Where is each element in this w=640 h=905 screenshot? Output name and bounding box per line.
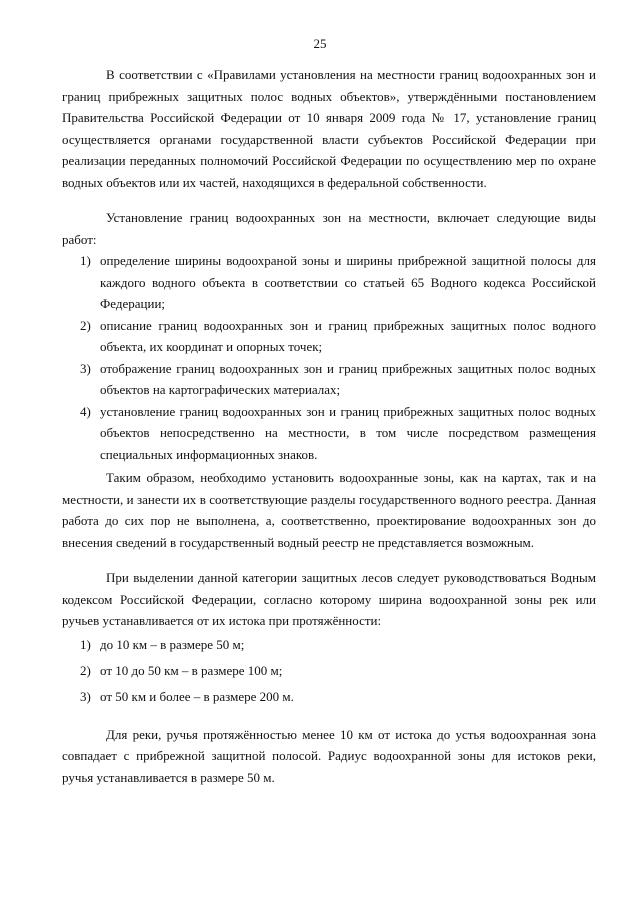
- list-item-number: 2): [80, 662, 91, 678]
- list-item: [62, 358, 596, 401]
- list-item: [62, 632, 596, 658]
- list-item-text: отображение границ водоохранных зон и границ прибрежных защитных полос водных объектов на картографических материалах;: [100, 360, 596, 397]
- list-item-text: до 10 км – в размере 50 м;: [100, 636, 245, 652]
- list-item-number: 3): [80, 688, 91, 704]
- list-item-number: 2): [80, 317, 91, 333]
- list-item: [62, 315, 596, 358]
- paragraph-conclusion: Таким образом, необходимо установить водоохранные зоны, как на картах, так и на местности, и занести их в соответствующие разделы государственного водного реестра. Данная работа до сих пор не выполнена, а, соответственно, проектирование водоохранных зон до внесения сведений в государственный водный реестр не представляется возможным.: [62, 470, 596, 550]
- list-item-text: установление границ водоохранных зон и границ прибрежных защитных полос водных объектов непосредственно на местности, в том числе посредством размещения специальных информационных знаков.: [100, 403, 596, 462]
- paragraph-short-rivers: Для реки, ручья протяжённостью менее 10 км от истока до устья водоохранная зона совпадает с прибрежной защитной полосой. Радиус водоохранной зоны для истоков реки, ручья устанавливается в размере 50 м.: [62, 726, 596, 785]
- paragraph-rules: В соответствии с «Правилами установления на местности границ водоохранных зон и границ прибрежных защитных полос водных объектов», утверждёнными постановлением Правительства Российской Федерации от 10 января 2009 года № 17, установление границ осуществляется органами государственной власти субъектов Российской Федерации при реализации переданных полномочий Российской Федерации по осуществлению мер по охране водных объектов или их частей, находящихся в федеральной собственности.: [62, 67, 596, 190]
- page-number: 25: [313, 36, 327, 51]
- list-item-number: 1): [80, 253, 91, 268]
- list-item-text: определение ширины водоохраной зоны и ширины прибрежной защитной полосы для каждого водного объекта в соответствии со статьей 65 Водного кодекса Российской Федерации;: [100, 253, 596, 311]
- list-item-text: описание границ водоохранных зон и границ прибрежных защитных полос водного объекта, их координат и опорных точек;: [100, 317, 596, 354]
- list-item-number: 3): [80, 360, 91, 376]
- page-content: [62, 64, 596, 788]
- list-item-number: 4): [80, 403, 91, 419]
- list-item: [62, 658, 596, 684]
- list-item-text: от 10 до 50 км – в размере 100 м;: [100, 662, 283, 678]
- list-item: [62, 401, 596, 466]
- list-item-number: 1): [80, 636, 91, 652]
- paragraph-water-code: При выделении данной категории защитных лесов следует руководствоваться Водным кодексом Российской Федерации, согласно которому ширина водоохранной зоны рек или ручьев устанавливается от их истока при протяжённости:: [62, 570, 596, 628]
- list-item: [62, 684, 596, 710]
- list-item: [62, 250, 596, 315]
- paragraph-works-intro: Установление границ водоохранных зон на местности, включает следующие виды работ:: [62, 210, 596, 247]
- list-item-text: от 50 км и более – в размере 200 м.: [100, 688, 294, 704]
- works-list: [62, 250, 596, 465]
- length-list: [62, 632, 596, 710]
